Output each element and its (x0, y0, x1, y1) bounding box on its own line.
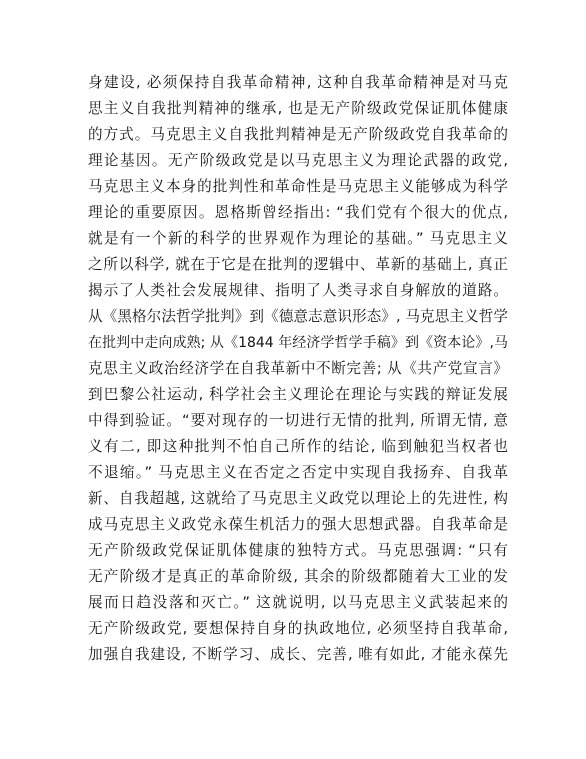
text-line: 展而日趋没落和灭亡。” 这就说明, 以马克思主义武装起来的 (88, 594, 508, 611)
text-line: 在批判中走向成熟; 从《1844 年经济学哲学手稿》到《资本论》,马 (88, 335, 508, 351)
text-line: 的方式。马克思主义自我批判精神是无产阶级政党自我革命的 (88, 126, 508, 143)
text-line: 无产阶级才是真正的革命阶级, 其余的阶级都随着大工业的发 (88, 568, 508, 585)
text-line: 加强自我建设, 不断学习、成长、完善, 唯有如此, 才能永葆先 (88, 646, 508, 663)
text-line: 无产阶级政党保证肌体健康的独特方式。马克思强调: “只有 (88, 542, 508, 559)
text-line: 义有二, 即这种批判不怕自己所作的结论, 临到触犯当权者也 (88, 438, 508, 455)
text-line: 成马克思主义政党永葆生机活力的强大思想武器。自我革命是 (88, 516, 508, 533)
text-line: 身建设, 必须保持自我革命精神, 这种自我革命精神是对马克 (88, 74, 508, 91)
text-line: 揭示了人类社会发展规律、指明了人类寻求自身解放的道路。 (88, 282, 508, 299)
text-line: 新、自我超越, 这就给了马克思主义政党以理论上的先进性, 构 (88, 490, 508, 507)
text-line: 到巴黎公社运动, 科学社会主义理论在理论与实践的辩证发展 (88, 386, 508, 403)
text-line: 马克思主义本身的批判性和革命性是马克思主义能够成为科学 (88, 178, 508, 195)
text-line: 理论基因。无产阶级政党是以马克思主义为理论武器的政党, (88, 152, 508, 169)
text-line: 克思主义政治经济学在自我革新中不断完善; 从《共产党宣言》 (88, 360, 508, 377)
text-line: 不退缩。” 马克思主义在否定之否定中实现自我扬弃、自我革 (88, 464, 508, 481)
text-line: 无产阶级政党, 要想保持自身的执政地位, 必须坚持自我革命, (88, 620, 508, 637)
text-line: 从《黑格尔法哲学批判》到《德意志意识形态》, 马克思主义哲学 (88, 308, 508, 325)
body-text (88, 70, 508, 668)
text-line: 思主义自我批判精神的继承, 也是无产阶级政党保证肌体健康 (88, 100, 508, 117)
text-line: 中得到验证。“要对现存的一切进行无情的批判, 所谓无情, 意 (88, 412, 508, 429)
text-line: 理论的重要原因。恩格斯曾经指出: “我们党有个很大的优点, (88, 204, 508, 221)
text-line: 就是有一个新的科学的世界观作为理论的基础。” 马克思主义 (88, 230, 508, 247)
text-line: 之所以科学, 就在于它是在批判的逻辑中、革新的基础上, 真正 (88, 256, 508, 273)
